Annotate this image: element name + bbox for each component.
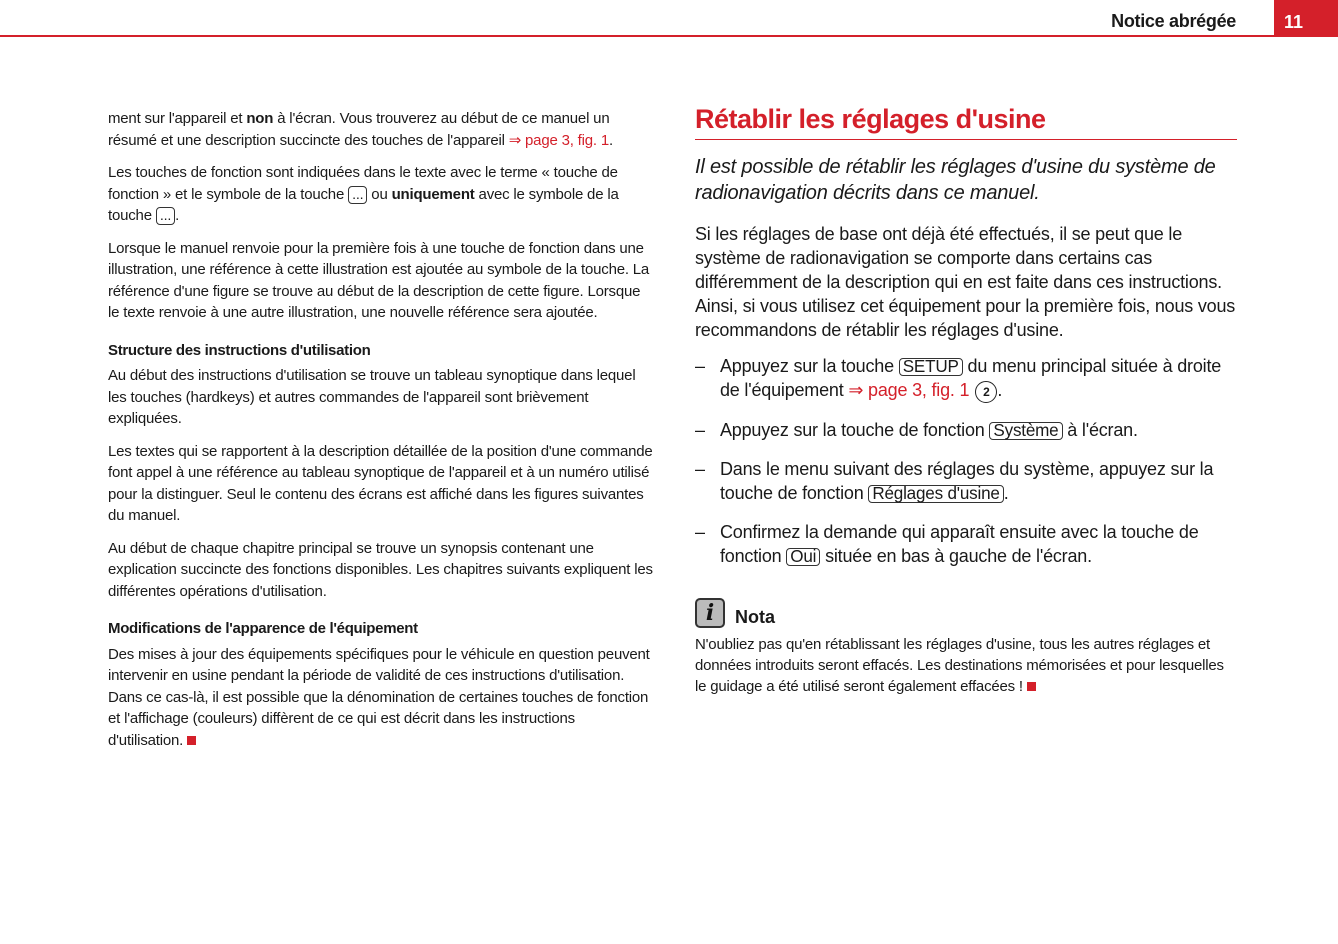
section-intro: Il est possible de rétablir les réglages d'usine du système de radionavigation décrits dans ce manuel.: [695, 156, 1216, 204]
page-reference-link[interactable]: ⇒ page 3, fig. 1: [848, 380, 970, 400]
note-header: [695, 598, 1237, 628]
step-dash: –: [695, 356, 705, 376]
header-rule: [0, 35, 1338, 37]
subheading-modifications: Modifications de l'apparence de l'équipement: [108, 620, 418, 637]
end-of-section-marker-icon: [1027, 682, 1036, 691]
section-title: Rétablir les réglages d'usine: [695, 104, 1237, 140]
paragraph: Les touches de fonction sont indiquées dans le texte avec le terme « touche de fonction » et le symbole de la touche ... ou uniquement avec le symbole de la touche ... .: [108, 164, 619, 224]
paragraph: Au début de chaque chapitre principal se trouve un synopsis contenant une explication succincte des fonctions disponibles. Les chapitres suivants expliquent les différentes opérations d'utilisation.: [108, 539, 653, 600]
section-body: Si les réglages de base ont déjà été effectués, il se peut que le système de radionavigation se comporte dans certains cas différemment de la description qui en est faite dans ces instructions. Ainsi, si vous utilisez cet équipement pour la première fois, nous vous recommandons de rétablir les réglages d'usine.: [695, 224, 1236, 340]
end-of-section-marker-icon: [187, 736, 196, 745]
function-key-symbol: ...: [156, 207, 175, 225]
oui-key: Oui: [786, 548, 820, 566]
info-icon: i: [695, 598, 725, 628]
page-number: 11: [1274, 0, 1338, 37]
callout-number-icon: 2: [975, 381, 997, 403]
systeme-key: Système: [989, 422, 1062, 440]
function-key-symbol: ...: [348, 186, 367, 204]
subheading-structure: Structure des instructions d'utilisation: [108, 341, 371, 359]
paragraph: Lorsque le manuel renvoie pour la première fois à une touche de fonction dans une illustration, une référence à cette illustration est ajoutée au symbole de la touche. La référence d'une figure se trouve au début de la description de cette figure. Lorsque le texte renvoie à une autre illustration, une nouvelle référence sera ajoutée.: [108, 239, 650, 321]
step-item: – Dans le menu suivant des réglages du système, appuyez sur la touche de fonction Réglages d'usine .: [695, 459, 1214, 503]
note-title: Nota: [735, 607, 775, 627]
reglages-usine-key: Réglages d'usine: [868, 485, 1003, 503]
left-column: [108, 108, 653, 762]
step-item: – Confirmez la demande qui apparaît ensuite avec la touche de fonction Oui située en bas à gauche de l'écran.: [695, 522, 1199, 566]
note-body: N'oubliez pas qu'en rétablissant les réglages d'usine, tous les autres réglages et données introduits seront effacés. Les destinations mémorisées et pour lesquelles le guidage a été utilisé seront également effacées !: [695, 636, 1224, 695]
page-reference-link[interactable]: ⇒ page 3, fig. 1: [508, 131, 609, 149]
paragraph: ment sur l'appareil et non à l'écran. Vous trouverez au début de ce manuel un résumé et une description succincte des touches de l'appareil ⇒ page 3, fig. 1.: [108, 110, 613, 149]
paragraph: Les textes qui se rapportent à la description détaillée de la position d'une commande font appel à une référence au tableau synoptique de l'appareil et à un numéro utilisé pour la distinguer. Seul le contenu des écrans est affiché dans les figures suivantes du manuel.: [108, 442, 653, 524]
paragraph: Des mises à jour des équipements spécifiques pour le véhicule en question peuvent intervenir en usine pendant la période de validité de ces instructions d'utilisation. Dans ce cas-là, il est possible que la dénomination de certaines touches de fonction et l'affichage (couleurs) diffèrent de ce qui est décrit dans les instructions d'utilisation.: [108, 645, 650, 749]
step-item: – Appuyez sur la touche SETUP du menu principal située à droite de l'équipement ⇒ page 3, fig. 1 2 .: [695, 354, 1237, 403]
running-header-title: Notice abrégée: [1111, 11, 1236, 31]
step-item: – Appuyez sur la touche de fonction Système à l'écran.: [695, 420, 1138, 440]
setup-key: SETUP: [899, 358, 963, 376]
right-column: [695, 104, 1237, 697]
paragraph: Au début des instructions d'utilisation se trouve un tableau synoptique dans lequel les touches (hardkeys) et autres commandes de l'appareil sont brièvement expliquées.: [108, 367, 636, 427]
instruction-steps: [695, 354, 1237, 568]
